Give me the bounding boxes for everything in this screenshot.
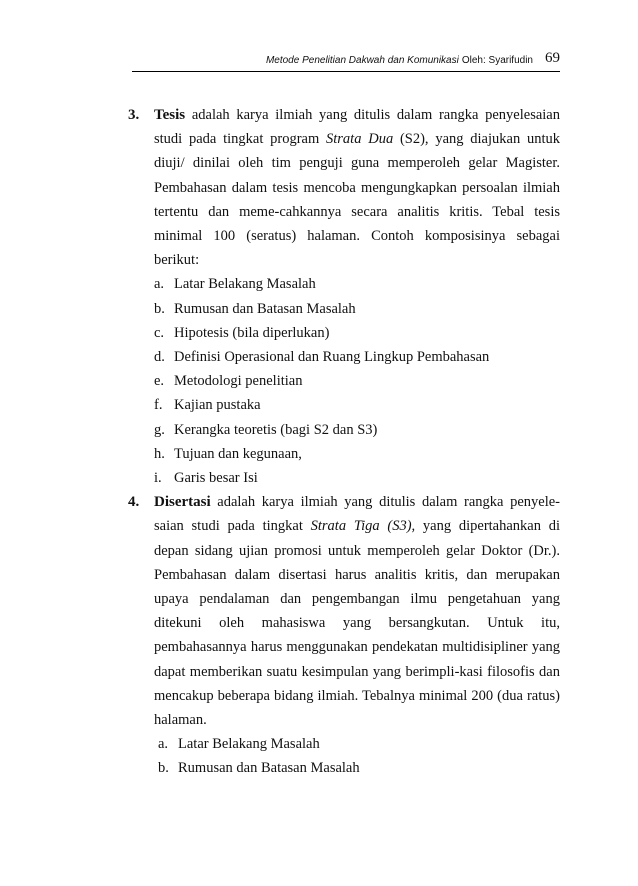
- list-item: [154, 272, 560, 296]
- list-label: Rumusan dan Batasan Masalah: [178, 760, 360, 777]
- list-marker: g.: [154, 421, 165, 438]
- list-marker: d.: [154, 349, 165, 366]
- list-label: Latar Belakang Masalah: [178, 736, 320, 753]
- list-marker: e.: [154, 373, 165, 390]
- program-name: Strata Tiga (S3),: [310, 518, 416, 535]
- section-text: adalah karya ilmiah yang ditulis dalam rangka penyele-saian studi pada tingkat: [154, 494, 560, 535]
- list-label: Definisi Operasional dan Ruang Lingkup Pembahasan: [174, 349, 490, 366]
- list-item: [154, 418, 560, 442]
- list-label: Rumusan dan Batasan Masalah: [174, 300, 356, 317]
- list-item: [154, 442, 560, 466]
- list-label: Kerangka teoretis (bagi S2 dan S3): [174, 421, 378, 438]
- section-number: 4.: [128, 494, 140, 511]
- tesis-composition-list: [128, 272, 560, 490]
- list-item: [154, 345, 560, 369]
- list-item: [154, 321, 560, 345]
- list-marker: b.: [154, 300, 165, 317]
- list-label: Metodologi penelitian: [174, 373, 303, 390]
- author-name: Oleh: Syarifudin: [461, 55, 533, 66]
- list-marker: i.: [154, 470, 162, 487]
- section-term: Tesis: [154, 107, 186, 123]
- list-marker: a.: [154, 276, 165, 293]
- list-label: Tujuan dan kegunaan,: [174, 445, 302, 462]
- section-disertasi: [128, 490, 560, 732]
- page-number: 69: [545, 50, 560, 66]
- list-marker: b.: [158, 760, 169, 777]
- list-item: [154, 297, 560, 321]
- list-label: Kajian pustaka: [174, 397, 261, 414]
- list-label: Latar Belakang Masalah: [174, 276, 316, 293]
- list-item: [158, 756, 560, 780]
- book-title: Metode Penelitian Dakwah dan Komunikasi: [265, 55, 459, 66]
- list-label: Garis besar Isi: [174, 470, 258, 487]
- disertasi-composition-list: [128, 732, 560, 780]
- section-term: Disertasi: [154, 494, 211, 511]
- list-item: [158, 732, 560, 756]
- list-marker: h.: [154, 445, 165, 462]
- section-text: adalah karya ilmiah yang ditulis dalam rangka penyelesaian studi pada tingkat program: [154, 107, 560, 148]
- section-text: yang dipertahankan di depan sidang ujian promosi untuk memperoleh gelar Doktor (Dr.). Pembahasan dalam disertasi harus analitis kritis, dan merupakan upaya pendalaman dan pengembangan ilmu pengetahuan yang ditekuni oleh mahasiswa yang bersangkutan. Untuk itu, pembahasannya harus menggunakan pendekatan multidisipliner yang dapat memberikan suatu kesimpulan yang berimpli-kasi filosofis dan mencakup beberapa bidang ilmiah. Tebalnya minimal 200 (dua ratus) halaman.: [154, 518, 561, 729]
- list-item: [154, 369, 560, 393]
- list-marker: c.: [154, 324, 165, 341]
- list-marker: f.: [154, 397, 163, 414]
- page-body: [128, 103, 560, 781]
- program-name: Strata Dua: [326, 131, 394, 148]
- list-item: [154, 393, 560, 417]
- list-label: Hipotesis (bila diperlukan): [174, 324, 330, 341]
- section-tesis: [128, 103, 560, 272]
- section-number: 3.: [128, 107, 140, 123]
- section-text: (S2), yang diajukan untuk diuji/ dinilai oleh tim penguji guna memperoleh gelar Magister. Pembahasan dalam tesis mencoba mengungkapkan persoalan ilmiah tertentu dan meme-cahkannya secara analitis kritis. Tebal tesis minimal 100 (seratus) halaman. Contoh komposisinya sebagai berikut:: [154, 131, 560, 269]
- list-item: [154, 466, 560, 490]
- list-marker: a.: [158, 736, 169, 753]
- page-header: [132, 50, 560, 72]
